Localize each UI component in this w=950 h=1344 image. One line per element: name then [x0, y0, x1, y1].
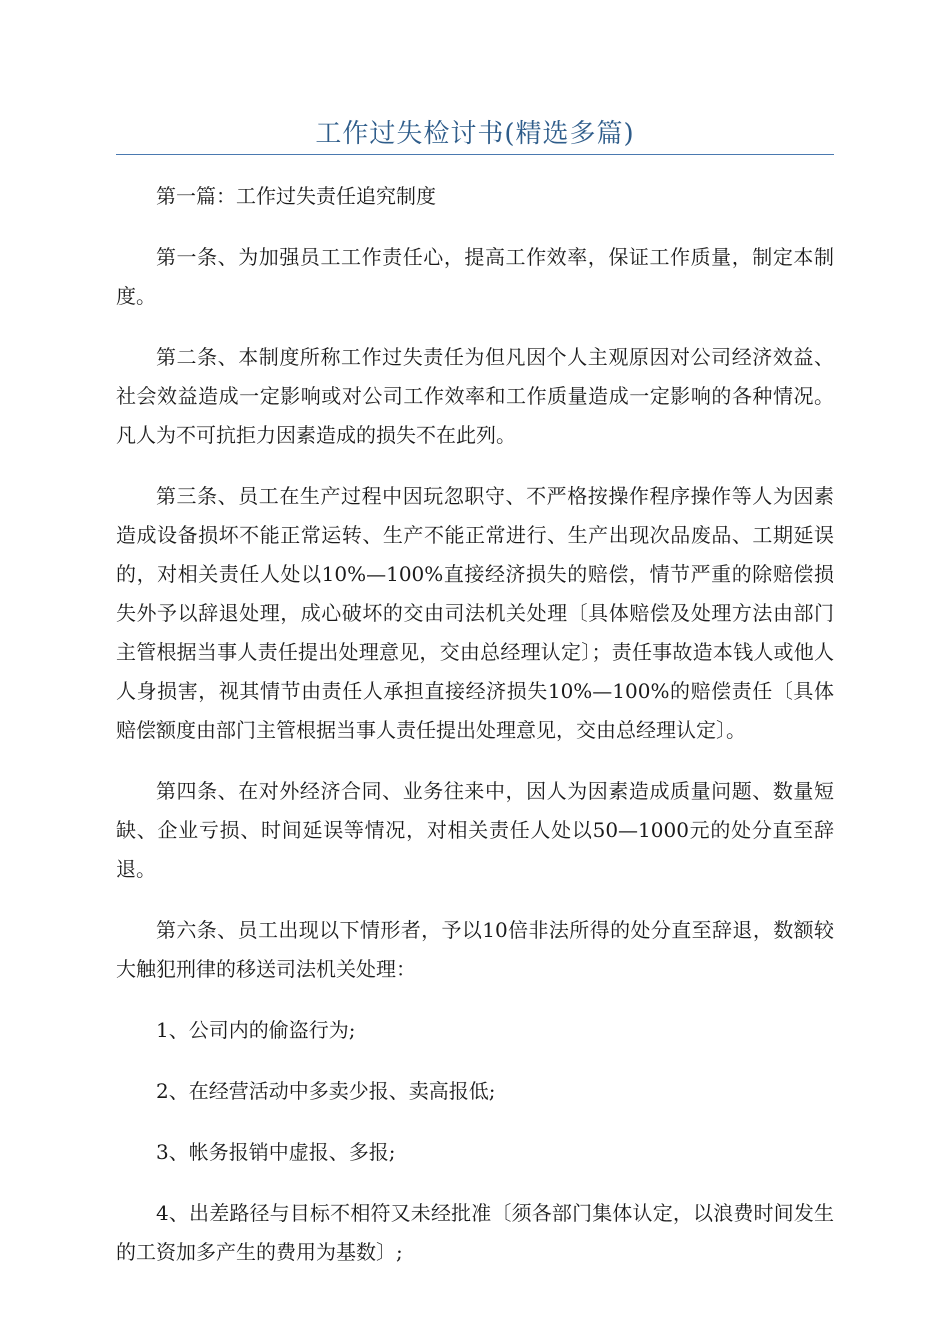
paragraph-part-heading: 第一篇：工作过失责任追究制度 [156, 184, 436, 208]
document-title: 工作过失检讨书(精选多篇) [315, 119, 635, 149]
paragraph-article-3: 第三条、员工在生产过程中因玩忽职守、不严格按操作程序操作等人为因素造成设备损坏不能正常运转、生产不能正常进行、生产出现次品废品、工期延误的，对相关责任人处以10%—100%直接经济损失的赔偿，情节严重的除赔偿损失外予以辞退处理，成心破坏的交由司法机关处理〔具体赔偿及处理方法由部门主管根据当事人责任提出处理意见，交由总经理认定〕；责任事故造本钱人或他人人身损害，视其情节由责任人承担直接经济损失10%—100%的赔偿责任〔具体赔偿额度由部门主管根据当事人责任提出处理意见，交由总经理认定〕。 [116, 484, 834, 742]
list-item-1: 1、公司内的偷盗行为; [156, 1018, 356, 1042]
paragraph-article-1: 第一条、为加强员工工作责任心，提高工作效率，保证工作质量，制定本制度。 [116, 245, 834, 308]
document-page [116, 0, 834, 1294]
title-underline [116, 154, 834, 155]
document-body [116, 177, 834, 1272]
list-item-2: 2、在经营活动中多卖少报、卖高报低; [156, 1079, 496, 1103]
paragraph-article-6: 第六条、员工出现以下情形者，予以10倍非法所得的处分直至辞退，数额较大触犯刑律的移送司法机关处理： [116, 918, 834, 981]
list-item-4: 4、出差路径与目标不相符又未经批准〔须各部门集体认定，以浪费时间发生的工资加多产生的费用为基数〕; [116, 1201, 834, 1264]
paragraph-article-2: 第二条、本制度所称工作过失责任为但凡因个人主观原因对公司经济效益、社会效益造成一定影响或对公司工作效率和工作质量造成一定影响的各种情况。凡人为不可抗拒力因素造成的损失不在此列。 [116, 345, 834, 447]
list-item-3: 3、帐务报销中虚报、多报; [156, 1140, 396, 1164]
paragraph-article-4: 第四条、在对外经济合同、业务往来中，因人为因素造成质量问题、数量短缺、企业亏损、时间延误等情况，对相关责任人处以50—1000元的处分直至辞退。 [116, 779, 834, 881]
